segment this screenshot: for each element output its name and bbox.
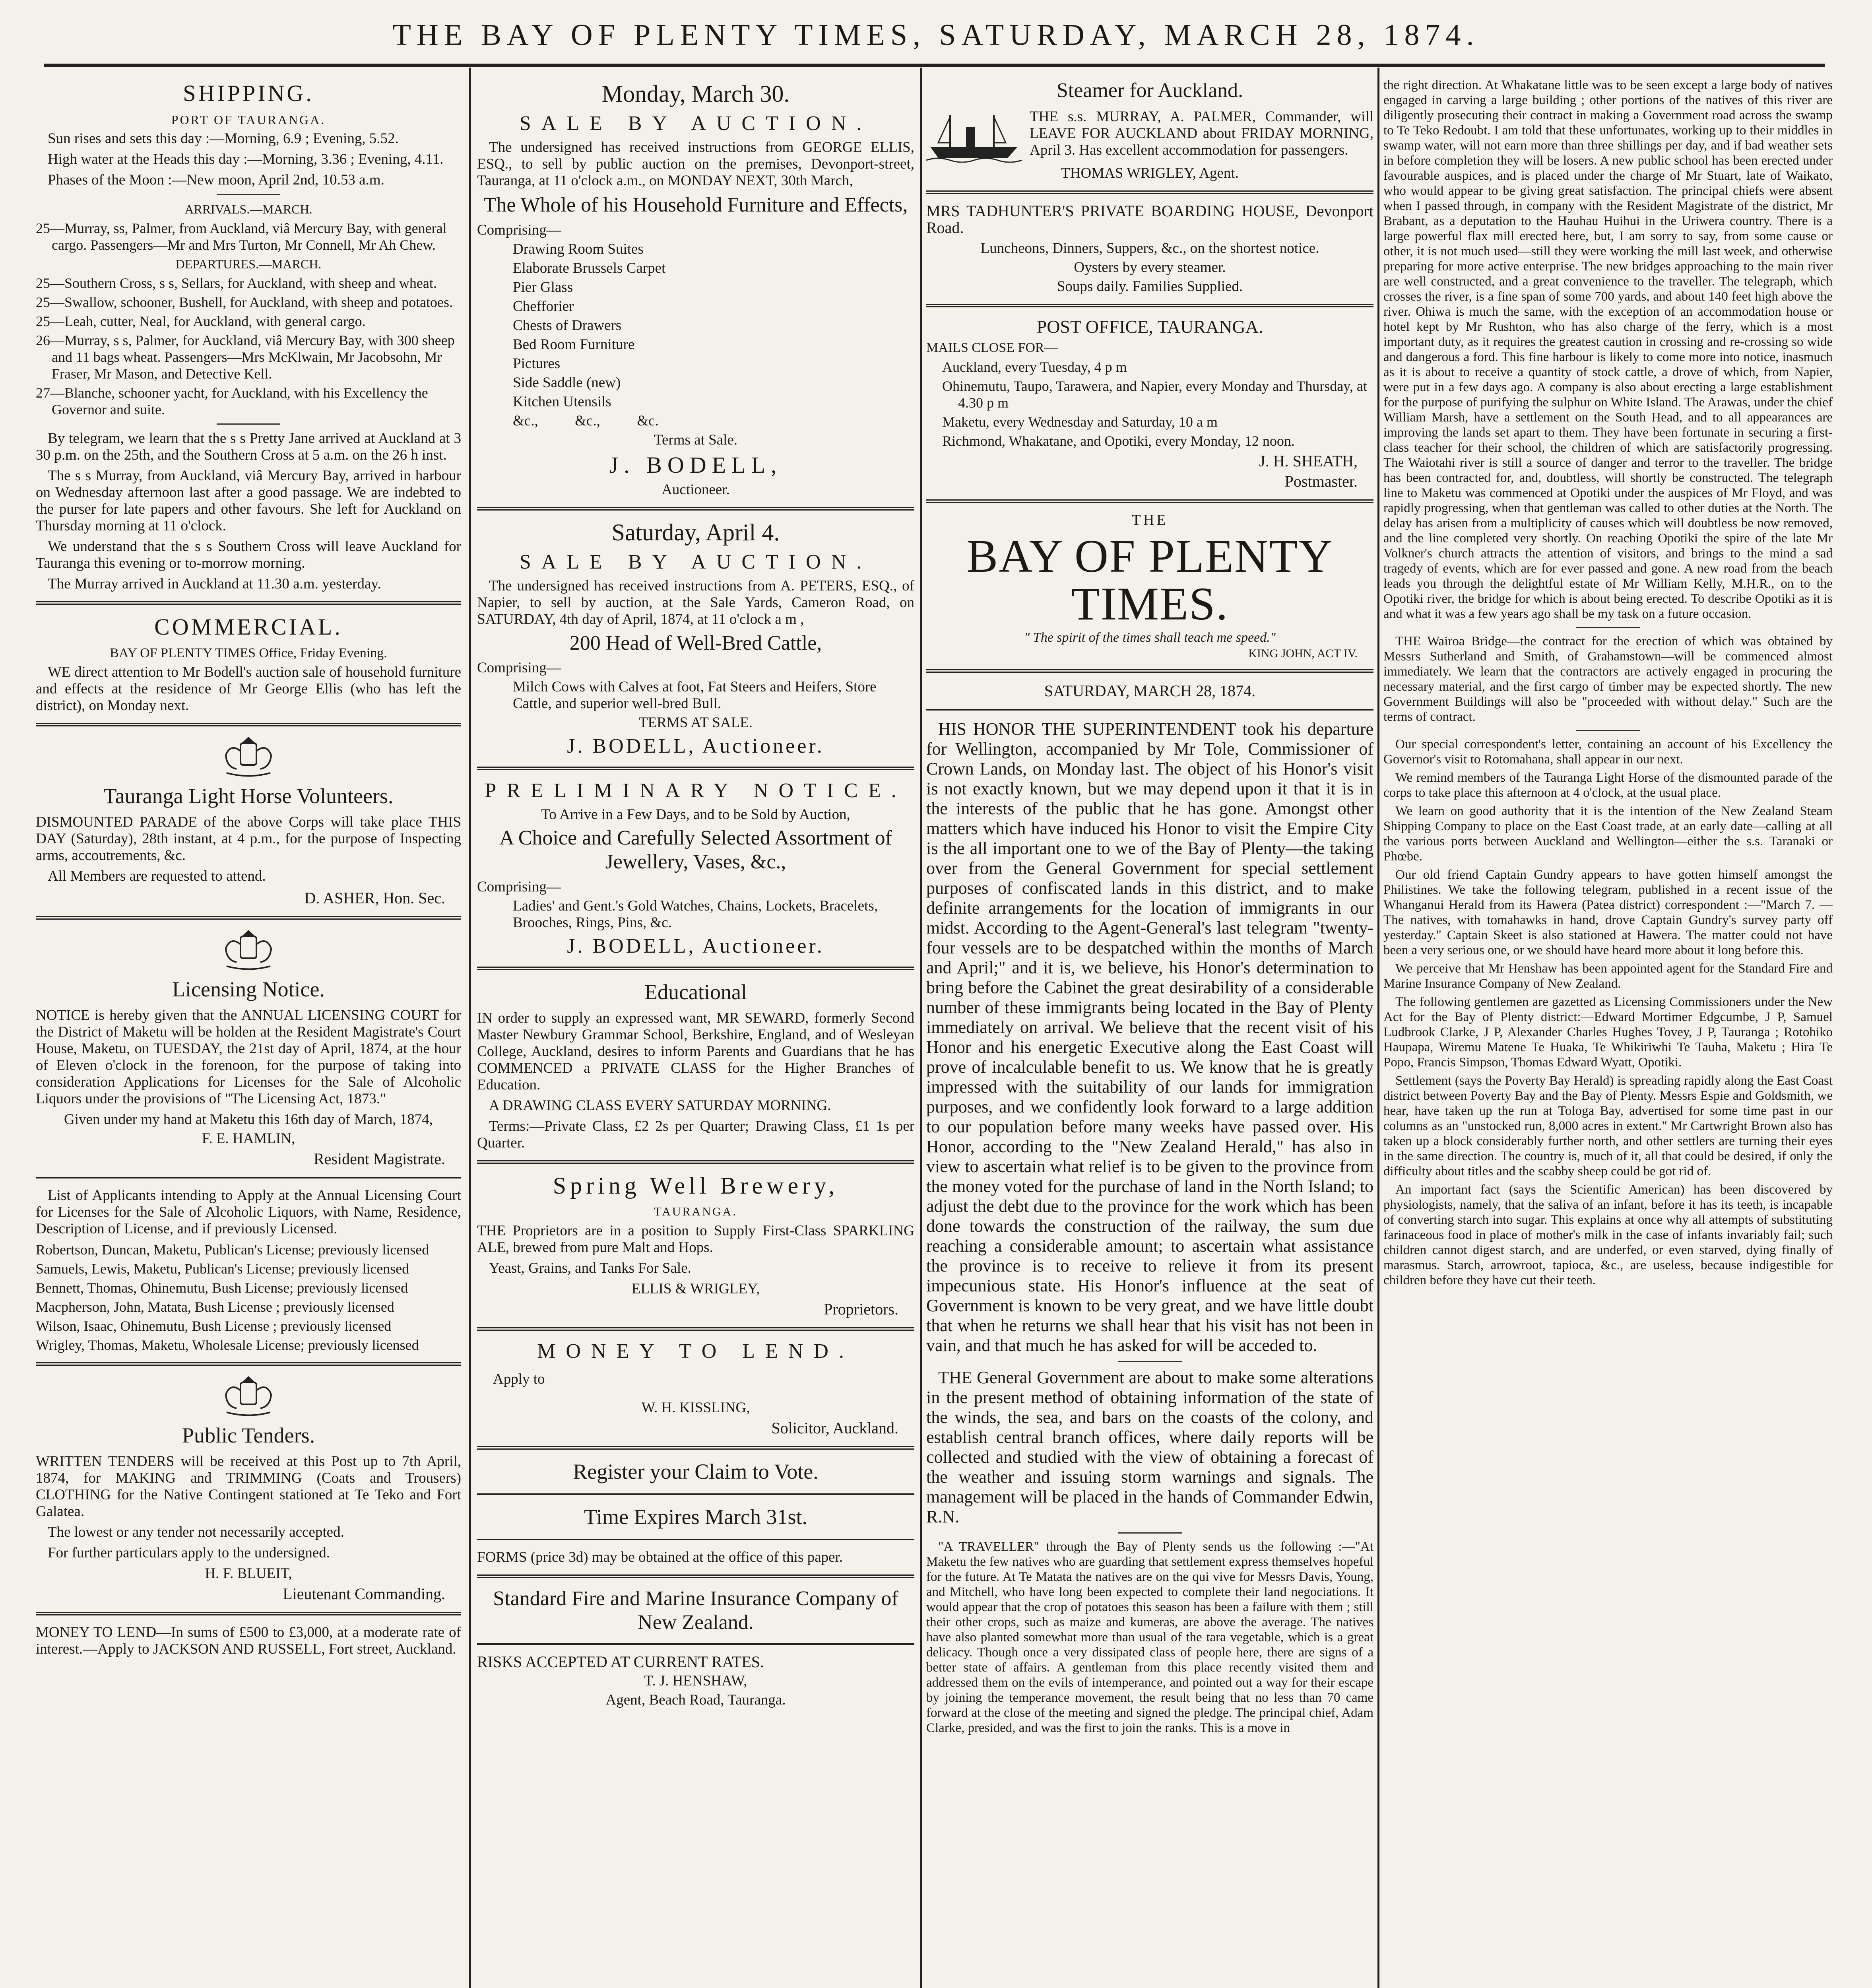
steamer-signature: THOMAS WRIGLEY, Agent. (1061, 165, 1239, 181)
auction-item: Chests of Drawers (513, 317, 622, 334)
commercial-title: COMMERCIAL. (154, 614, 343, 640)
departure-entry: 25—Leah, cutter, Neal, for Auckland, with general cargo. (36, 313, 366, 329)
post-office-heading: POST OFFICE, TAURANGA. (1036, 316, 1263, 337)
applicant-entry: Macpherson, John, Matata, Bush License ; previously licensed (36, 1299, 394, 1315)
applicant-entry: Samuels, Lewis, Maketu, Publican's License; previously licensed (36, 1261, 409, 1277)
applicant-entry: Wrigley, Thomas, Maketu, Wholesale License; previously licensed (36, 1337, 419, 1353)
divider (477, 1160, 914, 1164)
forms-text: FORMS (price 3d) may be obtained at the office of this paper. (477, 1549, 843, 1565)
preliminary-items: Ladies' and Gent.'s Gold Watches, Chains, Lockets, Bracelets, Brooches, Rings, Pins, &c. (513, 898, 878, 931)
departure-entry: 25—Southern Cross, s s, Sellars, for Auckland, with sheep and wheat. (36, 275, 437, 291)
insurance-signature-address: Agent, Beach Road, Tauranga. (605, 1692, 786, 1708)
auction-terms: TERMS AT SALE. (638, 714, 753, 731)
divider (477, 1327, 914, 1331)
traveller-article: "A TRAVELLER" through the Bay of Plenty sends us the following :—"At Maketu the few natives who are guarding that settlement express themselves hopeful for the future. At Te Matata the natives are on the qui vive for Messrs Davis, Young, and Mitchell, who have long been expected to complete their land negociations. It would appear that the crop of potatoes this season has been a failure with them ; still their other crops, such as maize and kumeras, are above the average. The natives have also planted somewhat more than usual of the tara vegetable, which is a great delicacy. Though once a very dissipated class of people here, there are signs of a better state of affairs. A gentleman from this place recently visited them and addressed them on the evils of intemperance, and pointed out a way for their escape by joining the temperance movement, the result being that no less than 70 came forward at the close of the meeting and signed the pledge. The principal chief, Adam Clarke, presided, and was the first to join the ranks. This is a move in (926, 1540, 1373, 1735)
paper-motto: " The spirit of the times shall teach me speed." (1024, 630, 1276, 645)
divider (477, 1493, 914, 1495)
brewery-title: Spring Well Brewery, (553, 1173, 839, 1199)
drawing-class: A DRAWING CLASS EVERY SATURDAY MORNING. (489, 1097, 831, 1114)
divider (36, 1177, 461, 1178)
motto-source: KING JOHN, ACT IV. (1248, 647, 1358, 660)
mails-close-label: MAILS CLOSE FOR— (926, 340, 1058, 355)
arrivals-heading: ARRIVALS.—MARCH. (184, 202, 312, 216)
auction-text: The undersigned has received instructions from GEORGE ELLIS, ESQ., to sell by public auction on the premises, Devonport-street, Tauranga, at 11 o'clock a.m., on MONDAY NEXT, 30th March, (477, 139, 914, 189)
departure-entry: 26—Murray, s s, Palmer, for Auckland, viâ Mercury Bay, with 300 sheep and 11 bags wheat. Passengers—Mrs McKlwain, Mr Jacobsohn, Mr Fraser, Mr Mason, and Detective Kell. (36, 332, 455, 382)
money-signature-title: Solicitor, Auckland. (771, 1419, 898, 1437)
steamer-heading: Steamer for Auckland. (1056, 79, 1243, 102)
news-note: An important fact (says the Scientific American) has been discovered by physiologists, namely, that the saliva of an infant, before it has its teeth, is incapable of converting starch into sugar. This explains at once why all attempts of substituting farinaceous food in place of mother's milk in the case of infants invariably fail; such children cannot digest starch, and are underfed, or even starved, dying finally of marasmus. Starch, arrowroot, tapioca, &c., are useless, because indigestible for children before they have cut their teeth. (1383, 1182, 1833, 1287)
news-note: Our special correspondent's letter, containing an account of his Excellency the Governor's visit to Rotomahana, shall appear in our next. (1383, 737, 1833, 767)
news-note: Settlement (says the Poverty Bay Herald) is spreading rapidly along the East Coast district between Poverty Bay and the Bay of Plenty. Messrs Espie and Goldsmith, we hear, have taken up the run at Tologa Bay, advertised for some time past in our columns as an "unstocked run, 8,000 acres in extent." Mr Cartwright Brown also has taken up a block considerably further north, and other settlers are turning their eyes in the same direction. The country is, much of it, all that could be desired, if only the difficulty about titles and the scabby sheep could be got rid of. (1383, 1074, 1833, 1178)
editorial-date: SATURDAY, MARCH 28, 1874. (1044, 682, 1256, 700)
steamer-text: THE s.s. MURRAY, A. PALMER, Commander, will LEAVE FOR AUCKLAND about FRIDAY MORNING, April 3. Has excellent accommodation for passengers. (1030, 109, 1373, 158)
divider (926, 669, 1373, 673)
postmaster-title: Postmaster. (1284, 472, 1358, 490)
divider (477, 767, 914, 770)
divider (477, 967, 914, 970)
news-note: We remind members of the Tauranga Light Horse of the dismounted parade of the corps to take place this afternoon at 4 o'clock, at the usual place. (1383, 771, 1833, 800)
auction-item: Kitchen Utensils (513, 394, 611, 410)
auctioneer-title: Auctioneer. (662, 481, 730, 498)
auction-heading: SALE BY AUCTION. (519, 112, 872, 135)
auction-item: &c., &c., &c. (513, 413, 659, 429)
paper-the: THE (1131, 512, 1168, 528)
volunteers-title: Tauranga Light Horse Volunteers. (103, 784, 394, 808)
commercial-text: WE direct attention to Mr Bodell's auction sale of household furniture and effects at the residence of Mr George Ellis (who has left the district), on Monday next. (36, 664, 461, 714)
auctioneer-name: J. BODELL, Auctioneer. (567, 935, 824, 957)
column-2 (477, 78, 914, 1988)
mail-entry: Richmond, Whakatane, and Opotiki, every Monday, 12 noon. (942, 433, 1295, 449)
educational-text: IN order to supply an expressed want, MR SEWARD, formerly Second Master Newbury Grammar School, Berkshire, England, and of Wesleyan College, Auckland, desires to inform Parents and Guardians that he has COMMENCED a PRIVATE CLASS for the Higher Branches of Education. (477, 1010, 914, 1093)
money-signature: W. H. KISSLING, (641, 1400, 750, 1416)
preliminary-text: To Arrive in a Few Days, and to be Sold by Auction, (541, 806, 850, 823)
licensing-title: Licensing Notice. (172, 977, 325, 1001)
royal-crest-icon (219, 1375, 278, 1418)
register-vote-title: Register your Claim to Vote. (573, 1460, 819, 1483)
column-4 (1383, 78, 1833, 1988)
traveller-continued: the right direction. At Whakatane little was to be seen except a large body of natives engaged in carving a large building ; other portions of the natives of this river are diligently prosecuting their contract in making a Government road across the swamp to Te Teko Redoubt. I am told that these unfortunates, working up to their middles in swamp water, will not earn more than three shillings per day, and if bad weather sets in before completion they will be losers. A new public school has been erected under favourable auspices, and is placed under the charge of Mr Stuart, late of Waikato, who would appear to be giving great satisfaction. The principal chiefs were absent when I passed through, in company with the Resident Magistrate of the district, Mr Brabant, as a deputation to the Hauhau Huihui in the Uriwera country. There is a large powerful flax mill erected here, but, I am sorry to say, from some cause or other, it is not much used—still they were working the mill last week, and otherwise preparing for more active enterprise. The new bridges approaching to the main river are well constructed, and a great convenience to the traveller. The telegraph, which crosses the river, is a fine span of some 700 yards, and about 140 feet high above the river. Ohiwa is much the same, with the exception of an accommodation house or hotel kept by Mr Rushton, who has also charge of the ferry, which is a most important duty, as it requires the greatest caution in crossing and re-crossing so wide and dangerous a ford. This fine harbour is likely to come more into notice, inasmuch as it is about to receive a quantity of stock cattle, a drove of which, from Napier, were put in a few days ago. A company is also about erecting a large establishment for the purpose of purifying the sulphur on White Island. The Arawas, under the chief William Marsh, have a settlement on the South Head, and to all appearances are improving the lands set apart to them. They have been fortunate in securing a first-class teacher for their school, the children of which are satisfactorily progressing. The Waiotahi river is still a source of danger and terror to the traveller. The bridge has been contracted for, and, doubtless, will shortly be constructed. The telegraph line to Maketu was commenced at Opotiki under the auspices of Mr Floyd, and was rapidly progressing, when that gentleman was called to other duties at the North. The delay has arisen from a multiplicity of causes which will doubtless be now removed, and the line completed very shortly. On reaching Opotiki the spire of the late Mr Volkner's church attracts the attention of visitors, and brings to the mind a sad tragedy of events, which are for ever passed and gone. A new road from the beach leads you through the delightful estate of Mr William Kelly, M.H.R., on to the Opotiki river, the bridge for which is about being erected. To describe Opotiki as it is and what it was a few years ago shall be my task on a future occasion. (1383, 78, 1833, 621)
money-apply: Apply to (493, 1371, 545, 1387)
auction-date: Saturday, April 4. (611, 519, 780, 546)
insurance-rates: RISKS ACCEPTED AT CURRENT RATES. (477, 1653, 764, 1671)
mail-entry: Maketu, every Wednesday and Saturday, 10 a m (942, 414, 1218, 430)
brewery-text: Yeast, Grains, and Tanks For Sale. (489, 1260, 691, 1276)
divider (926, 499, 1373, 503)
insurance-signature: T. J. HENSHAW, (644, 1673, 747, 1689)
brewery-text: THE Proprietors are in a position to Supply First-Class SPARKLING ALE, brewed from pure Malt and Hops. (477, 1223, 914, 1256)
divider (477, 507, 914, 511)
money-to-lend-text: MONEY TO LEND—In sums of £500 to £3,000, at a moderate rate of interest.—Apply to JACKSON AND RUSSELL, Fort street, Auckland. (36, 1624, 461, 1657)
moon-phase: Phases of the Moon :—New moon, April 2nd, 10.53 a.m. (48, 172, 384, 188)
column-divider (469, 68, 471, 1988)
brewery-signature-title: Proprietors. (824, 1300, 898, 1318)
preliminary-heading: PRELIMINARY NOTICE. (485, 779, 907, 802)
shipping-note: We understand that the s s Southern Cross will leave Auckland for Tauranga this evening or to-morrow morning. (36, 538, 461, 571)
column-3 (926, 78, 1373, 1988)
educational-title: Educational (644, 980, 747, 1004)
volunteers-text: All Members are requested to attend. (48, 868, 266, 884)
auction-date: Monday, March 30. (601, 81, 790, 107)
tenders-text: WRITTEN TENDERS will be received at this Post up to 7th April, 1874, for MAKING and TRIMMING (Coats and Trousers) CLOTHING for the Native Contingent stationed at Te Teko and Fort Galatea. (36, 1453, 461, 1520)
tenders-text: For further particulars apply to the undersigned. (48, 1545, 330, 1561)
time-expires: Time Expires March 31st. (584, 1505, 807, 1529)
insurance-title: Standard Fire and Marine Insurance Company of New Zealand. (493, 1587, 898, 1634)
divider (926, 190, 1373, 194)
news-note: We learn on good authority that it is the intention of the New Zealand Steam Shipping Company to place on the East Coast trade, at an early date—calling at all the various ports between Auckland and Wellington—either the s.s. Taranaki or Phœbe. (1383, 804, 1833, 864)
auction-items: Milch Cows with Calves at foot, Fat Steers and Heifers, Store Cattle, and superior well-bred Bull. (513, 679, 877, 712)
auction-terms: Terms at Sale. (654, 432, 738, 448)
divider (1118, 1532, 1182, 1534)
auction-item: Pier Glass (513, 279, 573, 295)
auction-item: Bed Room Furniture (513, 336, 635, 353)
applicant-entry: Wilson, Isaac, Ohinemutu, Bush License ; previously licensed (36, 1318, 392, 1334)
arrival-entry: 25—Murray, ss, Palmer, from Auckland, viâ Mercury Bay, with general cargo. Passengers—Mr and Mrs Turton, Mr Connell, Mr Ah Chew. (36, 220, 447, 253)
masthead-rule (44, 64, 1825, 67)
auction-text: The undersigned has received instructions from A. PETERS, ESQ., of Napier, to sell by auction, at the Sale Yards, Cameron Road, on SATURDAY, 4th day of April, 1874, at 11 o'clock a m , (477, 578, 914, 627)
divider (477, 1446, 914, 1450)
auction-item: Pictures (513, 355, 561, 372)
postmaster-signature: J. H. SHEATH, (1259, 452, 1358, 470)
tenders-text: The lowest or any tender not necessarily accepted. (48, 1524, 344, 1540)
money-heading: MONEY TO LEND. (537, 1340, 854, 1363)
divider (36, 601, 461, 605)
applicant-entry: Robertson, Duncan, Maketu, Publican's License; previously licensed (36, 1242, 429, 1258)
boarding-house-text: Soups daily. Families Supplied. (1057, 278, 1243, 295)
mail-entry: Ohinemutu, Taupo, Tarawera, and Napier, every Monday and Thursday, at 4.30 p m (942, 378, 1367, 411)
licensing-signature: F. E. HAMLIN, (202, 1130, 295, 1147)
paper-title: BAY OF PLENTY TIMES. (966, 530, 1333, 630)
boarding-house-title: MRS TADHUNTER'S PRIVATE BOARDING HOUSE, Devonport Road. (926, 202, 1373, 237)
divider (477, 1643, 914, 1645)
auction-title: 200 Head of Well-Bred Cattle, (569, 632, 822, 654)
tenders-signature: H. F. BLUEIT, (205, 1565, 292, 1582)
departure-entry: 25—Swallow, schooner, Bushell, for Auckland, with sheep and potatoes. (36, 294, 453, 310)
column-1 (36, 78, 461, 1988)
auction-heading: SALE BY AUCTION. (519, 551, 872, 573)
weather-article: THE General Government are about to make some alterations in the present method of obtaining information of the state of the winds, the sea, and bars on the coasts of the colony, and establish central branch offices, where daily reports will be collected and studied with the view of obtaining a forecast of the weather and issuing storm warnings and signals. The management will be placed in the hands of Commander Edwin, R.N. (926, 1368, 1373, 1526)
auctioneer-name: J. BODELL, (609, 452, 782, 478)
comprising-label: Comprising— (477, 660, 561, 676)
divider (36, 1612, 461, 1615)
licensing-signature-title: Resident Magistrate. (313, 1150, 445, 1168)
editorial-text: HIS HONOR THE SUPERINTENDENT took his departure for Wellington, accompanied by Mr Tole, Commissioner of Crown Lands, on Monday last. The object of his Honor's visit is not exactly known, but we may depend upon it that it is in the interests of the public that he has gone. Amongst other matters which have induced his Honor to visit the Empire City is the all important one to we of the Bay of Plenty—the taking over from the General Government for special settlement purposes of confiscated lands in this district, and to make definite arrangements for the location of immigrants in our midst. According to the Agent-General's last telegram "twenty-four vessels are to be despatched within the months of March and April;" and it is, we believe, his Honor's determination to bring before the Cabinet the great desirability of a considerable number of these immigrants being located in the Bay of Plenty immediately on arrival. We believe that the recent visit of his Honor and his energetic Executive along the East Coast will prove of incalculable benefit to us. We know that he is greatly impressed with the suitability of our lands for immigration purposes, and we confidently look forward to a large addition to our population before many weeks have passed over. His Honor, according to the "New Zealand Herald," has also in view to ascertain what relief is to be given to the province from the money voted for the purchase of land in the North Island; to adjust the debt due to the province for the work which has been done towards the construction of the railway, the sum due reaching a considerable amount; to ascertain what assistance the province is to receive to relieve it from its present impecunious state. His Honor's influence at the seat of Government is known to be very great, and we have little doubt that when he returns we shall hear that his visit has not been in vain, and that much he has asked for will be acceded to. (926, 719, 1373, 1355)
departure-entry: 27—Blanche, schooner yacht, for Auckland, with his Excellency the Governor and suite. (36, 385, 428, 417)
shipping-note: By telegram, we learn that the s s Pretty Jane arrived at Auckland at 3 30 p.m. on the 25th, and the Southern Cross at 5 a.m. on the 26 h inst. (36, 430, 461, 463)
divider (1118, 1361, 1182, 1362)
port-heading: PORT OF TAURANGA. (171, 113, 326, 127)
licensing-text: NOTICE is hereby given that the ANNUAL LICENSING COURT for the District of Maketu will be holden at the Resident Magistrate's Court House, Maketu, on TUESDAY, the 21st day of April, 1874, at the hour of Eleven o'clock in the forenoon, for the purpose of taking into consideration Applications for Licenses for the Sale of Alcoholic Liquors under the provisions of "The Licensing Act, 1873." (36, 1007, 461, 1107)
divider (217, 194, 280, 195)
divider (1576, 627, 1640, 628)
tenders-title: Public Tenders. (182, 1423, 315, 1447)
high-water: High water at the Heads this day :—Morning, 3.36 ; Evening, 4.11. (48, 151, 444, 167)
shipping-title: SHIPPING. (183, 80, 314, 106)
volunteers-text: DISMOUNTED PARADE of the above Corps will take place THIS DAY (Saturday), 28th instant, at 4 p.m., for the purpose of Inspecting arms, accoutrements, &c. (36, 814, 461, 864)
divider (36, 916, 461, 920)
divider (36, 723, 461, 726)
applicant-entry: Bennett, Thomas, Ohinemutu, Bush License; previously licensed (36, 1280, 408, 1296)
comprising-label: Comprising— (477, 879, 561, 895)
brewery-signature: ELLIS & WRIGLEY, (631, 1281, 760, 1297)
applicants-intro: List of Applicants intending to Apply at the Annual Licensing Court for Licenses for the Sale of Alcoholic Liquors, with Name, Residence, Description of License, and if previously Licensed. (36, 1187, 461, 1237)
auction-item: Side Saddle (new) (513, 375, 621, 391)
news-note: The following gentlemen are gazetted as Licensing Commissioners under the New Act for the Bay of Plenty district:—Edward Mortimer Edgcumbe, J P, Samuel Ludbrook Clarke, J P, Alexander Charles Hughes Tovey, J P, Tauranga ; Rotohiko Haupapa, Wiremu Matene Te Huaka, Te Whikiriwhi Te Tauha, Maketu ; Hira Te Popo, Francis Simpson, Thomas Edward Wyatt, Opotiki. (1383, 995, 1833, 1070)
shipping-note: The s s Murray, from Auckland, viâ Mercury Bay, arrived in harbour on Wednesday afternoon last after a good passage. We are indebted to the purser for late papers and other favours. She left for Auckland on Thursday morning at 11 o'clock. (36, 468, 461, 534)
auction-item: Elaborate Brussels Carpet (513, 260, 666, 276)
boarding-house-text: Oysters by every steamer. (1074, 259, 1226, 276)
divider (477, 1539, 914, 1540)
mail-entry: Auckland, every Tuesday, 4 p m (942, 359, 1127, 375)
boarding-house-text: Luncheons, Dinners, Suppers, &c., on the shortest notice. (980, 240, 1319, 256)
divider (926, 304, 1373, 307)
sun-times: Sun rises and sets this day :—Morning, 6.9 ; Evening, 5.52. (48, 130, 399, 147)
auction-item: Drawing Room Suites (513, 241, 644, 257)
masthead: THE BAY OF PLENTY TIMES, SATURDAY, MARCH 28, 1874. (392, 18, 1480, 52)
commercial-office: BAY OF PLENTY TIMES Office, Friday Evening. (110, 646, 387, 660)
licensing-given: Given under my hand at Maketu this 16th day of March, 1874, (64, 1111, 433, 1128)
auctioneer-name: J. BODELL, Auctioneer. (567, 735, 824, 757)
comprising-label: Comprising— (477, 222, 561, 238)
auction-item: Chefforier (513, 298, 574, 315)
volunteers-signature: D. ASHER, Hon. Sec. (304, 889, 445, 907)
news-note: Our old friend Captain Gundry appears to have gotten himself amongst the Philistines. We take the following telegram, published in a recent issue of the Whanganui Herald from its Hawera (Patea district) correspondent :—"March 7. — The natives, with tomahawks in hand, drove Captain Gundry's survey party off yesterday." Captain Skeet is also stationed at Hawera. The matter could not have been a very serious one, or we should have heard more about it long before this. (1383, 868, 1833, 957)
royal-crest-icon (219, 735, 278, 779)
divider (1576, 730, 1640, 731)
auction-title: The Whole of his Household Furniture and Effects, (483, 194, 908, 216)
divider (36, 1362, 461, 1366)
tenders-signature-title: Lieutenant Commanding. (283, 1585, 445, 1603)
divider (477, 1574, 914, 1578)
steamship-icon (926, 111, 1022, 163)
educational-terms: Terms:—Private Class, £2 2s per Quarter; Drawing Class, £1 1s per Quarter. (477, 1118, 914, 1151)
royal-crest-icon (219, 928, 278, 972)
shipping-note: The Murray arrived in Auckland at 11.30 a.m. yesterday. (48, 576, 381, 592)
wairoa-article: THE Wairoa Bridge—the contract for the erection of which was obtained by Messrs Sutherland and Smith, of Grahamstown—will be commenced almost immediately. We learn that the contractors are actively engaged in procuring the necessary material, and the first cargo of timber may be expected shortly. The new Government Buildings will also be "proceeded with without delay." Such are the terms of contract. (1383, 634, 1833, 724)
preliminary-title: A Choice and Carefully Selected Assortment of Jewellery, Vases, &c., (499, 827, 892, 873)
news-note: We perceive that Mr Henshaw has been appointed agent for the Standard Fire and Marine Insurance Company of New Zealand. (1383, 961, 1833, 991)
departures-heading: DEPARTURES.—MARCH. (175, 257, 322, 271)
column-divider (920, 68, 922, 1988)
brewery-place: TAURANGA. (654, 1205, 737, 1218)
divider (926, 709, 1373, 711)
divider (217, 423, 280, 425)
column-divider (1377, 68, 1379, 1988)
